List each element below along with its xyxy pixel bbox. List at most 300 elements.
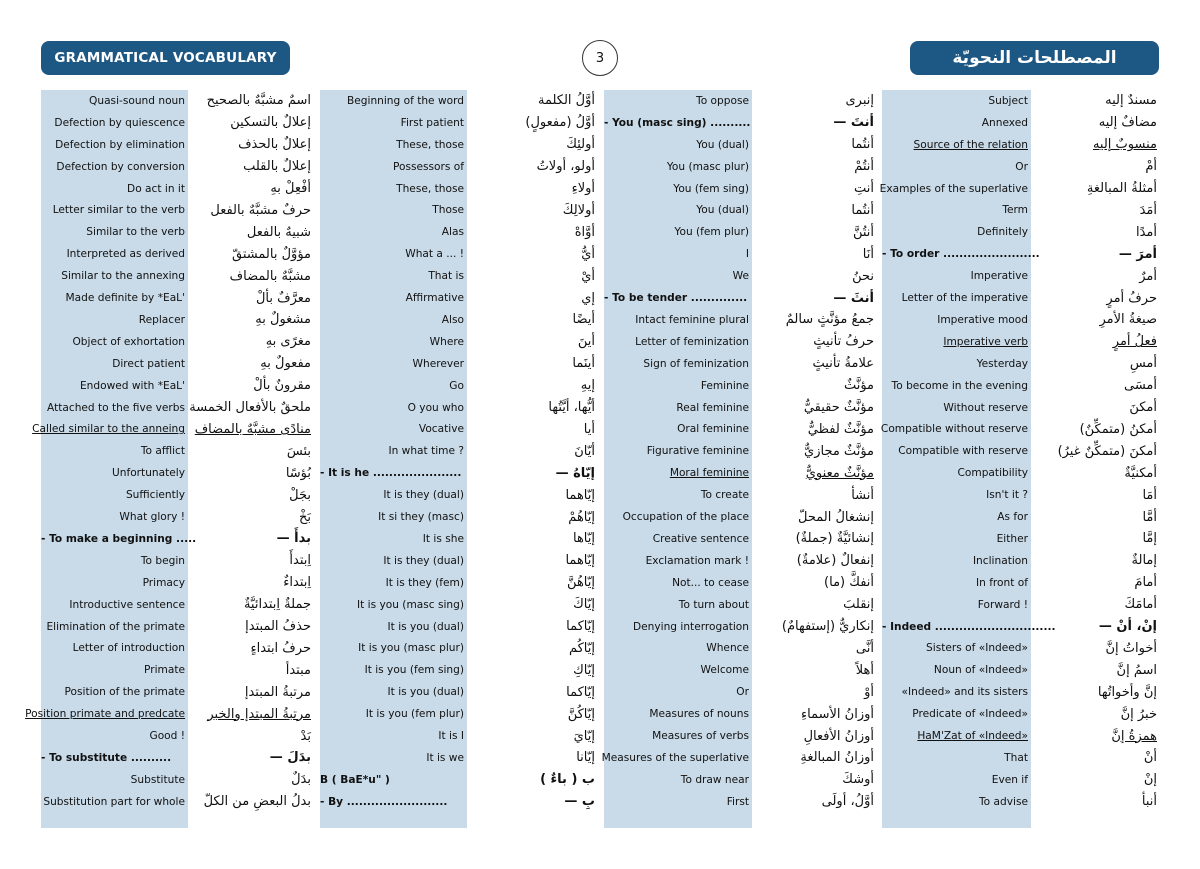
- arabic-term: أيُّها، أيَّتُها: [548, 400, 595, 416]
- vocab-row: [320, 616, 595, 638]
- english-term: Replacer: [138, 313, 185, 326]
- vocab-row: [41, 200, 311, 222]
- section-heading-row: [882, 616, 1157, 638]
- vocab-row: [882, 769, 1157, 791]
- vocab-row: [320, 703, 595, 725]
- arabic-term: إمَّا: [1142, 531, 1157, 547]
- arabic-term: مؤنَّثٌ حقيقيٌّ: [803, 400, 874, 416]
- arabic-term: أنْ: [1143, 750, 1157, 766]
- arabic-term: إنَّ وأخواتُها: [1097, 684, 1157, 700]
- arabic-term: أمثلةُ المبالغةِ: [1086, 181, 1157, 197]
- vocab-row: [882, 550, 1157, 572]
- arabic-term: شبيهٌ بالفعل: [246, 224, 311, 240]
- english-term: Source of the relation: [913, 138, 1028, 151]
- english-term: To advise: [979, 795, 1028, 808]
- arabic-term: أنتُنَّ: [852, 224, 874, 240]
- vocab-row: [320, 112, 595, 134]
- vocab-row: [320, 484, 595, 506]
- english-term: Exclamation mark !: [645, 554, 749, 567]
- arabic-term: إنبرى: [845, 93, 874, 109]
- english-term: Defection by quiescence: [54, 116, 185, 129]
- vocab-row: [41, 178, 311, 200]
- arabic-term: أوزانُ الأفعالِ: [803, 728, 874, 744]
- vocab-row: [882, 156, 1157, 178]
- arabic-term: أفْعِلْ بهِ: [270, 181, 311, 197]
- english-term: It is they (fem): [385, 576, 464, 589]
- arabic-term: أينَما: [572, 356, 595, 372]
- arabic-term: مسندٌ إليه: [1105, 93, 1157, 109]
- vocab-row: [882, 681, 1157, 703]
- vocab-row: [41, 265, 311, 287]
- english-term: What glory !: [119, 511, 185, 524]
- english-term: To turn about: [678, 598, 749, 611]
- vocab-row: [41, 112, 311, 134]
- english-term: Also: [441, 313, 464, 326]
- vocab-row: [604, 484, 874, 506]
- vocab-row: [41, 506, 311, 528]
- english-term: Endowed with *EaL': [79, 379, 185, 392]
- english-term: You (dual): [696, 138, 749, 151]
- vocab-row: [41, 791, 311, 813]
- arabic-term: أوزانُ الأسماءِ: [801, 706, 874, 722]
- vocab-row: [604, 156, 874, 178]
- english-term: Occupation of the place: [622, 511, 749, 524]
- english-term: - By .........................: [320, 795, 448, 808]
- arabic-term: إيّانا: [576, 750, 595, 766]
- english-term: That is: [428, 270, 464, 283]
- vocab-row: [41, 725, 311, 747]
- vocab-row: [604, 703, 874, 725]
- english-term: B ( BaE*u" ): [320, 773, 390, 786]
- arabic-term: أمرَ —: [1118, 246, 1157, 262]
- english-term: - Indeed ..............................: [882, 620, 1056, 633]
- english-term: - To order ........................: [882, 248, 1040, 261]
- arabic-term: أهلاً: [855, 662, 874, 678]
- english-term: O you who: [407, 401, 464, 414]
- arabic-term: إيّاكما: [566, 619, 595, 635]
- english-term: It is you (dual): [387, 686, 464, 699]
- english-term: Either: [996, 532, 1028, 545]
- english-term: Real feminine: [676, 401, 749, 414]
- vocab-row: [882, 375, 1157, 397]
- vocab-row: [320, 309, 595, 331]
- vocab-row: [320, 265, 595, 287]
- arabic-term: إنقلبَ: [843, 597, 874, 613]
- arabic-term: أمَّا: [1142, 509, 1157, 525]
- arabic-term: أنتُمْ: [854, 159, 874, 175]
- english-term: Yesterday: [976, 357, 1028, 370]
- vocab-row: [604, 375, 874, 397]
- vocab-row: [320, 725, 595, 747]
- english-term: Annexed: [981, 116, 1028, 129]
- arabic-term: مؤوَّلٌ بالمشتقّ: [232, 246, 311, 262]
- arabic-term: حذفُ المبتدإ: [245, 619, 311, 635]
- vocab-row: [41, 550, 311, 572]
- english-term: Sign of feminization: [643, 357, 749, 370]
- english-term: These, those: [396, 138, 464, 151]
- arabic-term: إيّاكَ: [573, 597, 595, 613]
- vocab-row: [879, 178, 1157, 200]
- vocab-row: [320, 90, 595, 112]
- english-term: That: [1004, 751, 1028, 764]
- arabic-term: منادًى مشبَّهٌ بالمضاف: [194, 421, 311, 437]
- arabic-term: إيّاهُنَّ: [567, 575, 595, 591]
- vocab-row: [320, 419, 595, 441]
- vocab-row: [882, 528, 1157, 550]
- english-term: To create: [700, 489, 749, 502]
- arabic-term: أمكنيَّةٌ: [1124, 465, 1157, 481]
- vocab-row: [604, 594, 874, 616]
- vocab-row: [604, 178, 874, 200]
- arabic-term: ب ( باءٌ ): [540, 772, 595, 788]
- arabic-term: أمكنَ (متمكِّنٌ غيرُ): [1057, 443, 1157, 459]
- vocab-row: [320, 221, 595, 243]
- arabic-term: مغرًى بهِ: [265, 334, 311, 350]
- section-heading-row: [604, 112, 874, 134]
- english-term: Measures of verbs: [652, 730, 749, 743]
- vocab-row: [882, 353, 1157, 375]
- arabic-term: إيّاهُ —: [555, 465, 595, 481]
- vocab-row: [882, 287, 1157, 309]
- vocab-row: [882, 419, 1157, 441]
- vocab-row: [604, 462, 874, 484]
- english-term: First: [726, 795, 749, 808]
- arabic-term: أوشكَ: [842, 772, 874, 788]
- arabic-term: مقرونٌ بألْ: [253, 378, 311, 394]
- english-term: Imperative verb: [943, 335, 1028, 348]
- vocab-row: [604, 616, 874, 638]
- arabic-term: أمَدَ: [1139, 202, 1157, 218]
- arabic-term: إيّاكُنَّ: [567, 706, 595, 722]
- vocab-row: [604, 638, 874, 660]
- vocab-row: [604, 397, 874, 419]
- english-term: Even if: [991, 773, 1028, 786]
- english-term: Without reserve: [943, 401, 1028, 414]
- english-term: «Indeed» and its sisters: [901, 686, 1028, 699]
- vocab-row: [41, 769, 311, 791]
- vocab-row: [320, 243, 595, 265]
- arabic-term: خبرُ إنَّ: [1120, 706, 1157, 722]
- arabic-term: إعلالٌ بالتسكين: [230, 115, 311, 131]
- arabic-term: أمرٌ: [1139, 268, 1157, 284]
- arabic-term: بدَلٌ: [291, 772, 311, 788]
- vocab-column-1: [25, 90, 311, 828]
- arabic-term: إيّاكما: [566, 684, 595, 700]
- arabic-term: أينَ: [577, 334, 595, 350]
- english-term: Do act in it: [127, 182, 185, 195]
- arabic-term: حرفُ ابتداءٍ: [250, 640, 311, 656]
- english-term: Creative sentence: [652, 532, 749, 545]
- vocab-row: [320, 397, 595, 419]
- english-term: Compatibility: [957, 467, 1028, 480]
- arabic-term: أوَّلُ (مفعولٍ): [525, 115, 595, 131]
- english-term: It is they (dual): [383, 489, 464, 502]
- arabic-term: أيا: [583, 421, 595, 437]
- vocab-column-3: [601, 90, 874, 828]
- arabic-term: مؤنَّثٌ معنويٌّ: [805, 465, 874, 481]
- english-term: Similar to the annexing: [61, 270, 185, 283]
- arabic-term: أمامَ: [1134, 575, 1157, 591]
- english-term: - To be tender ..............: [604, 292, 748, 305]
- arabic-term: أوَّلُ، أولَى: [821, 794, 874, 810]
- arabic-term: جمعُ مؤنَّثٍ سالمٌ: [785, 312, 874, 328]
- english-term: Where: [429, 335, 464, 348]
- english-term: Primacy: [142, 576, 185, 589]
- vocab-row: [882, 440, 1157, 462]
- vocab-row: [25, 703, 311, 725]
- arabic-term: اسمٌ مشبَّهٌ بالصحيح: [206, 93, 311, 109]
- section-heading-row: [41, 747, 311, 769]
- english-term: Good !: [149, 730, 185, 743]
- vocab-row: [41, 90, 311, 112]
- vocab-row: [604, 506, 874, 528]
- vocab-row: [882, 221, 1157, 243]
- english-term: It si they (masc): [378, 511, 464, 524]
- english-term: Interpreted as derived: [66, 248, 185, 261]
- arabic-term: أيْ: [581, 268, 595, 284]
- english-term: Those: [432, 204, 464, 217]
- arabic-term: بجَلْ: [289, 487, 311, 503]
- english-term: Substitution part for whole: [43, 795, 185, 808]
- vocab-row: [41, 572, 311, 594]
- english-term: Direct patient: [112, 357, 185, 370]
- vocab-row: [604, 200, 874, 222]
- english-term: Compatible without reserve: [880, 423, 1028, 436]
- english-term: Forward !: [977, 598, 1028, 611]
- vocab-row: [604, 90, 874, 112]
- vocab-row: [41, 484, 311, 506]
- english-term: Oral feminine: [677, 423, 749, 436]
- vocab-row: [320, 178, 595, 200]
- english-term: Definitely: [977, 226, 1028, 239]
- arabic-term: إي: [581, 290, 595, 306]
- english-term: It is you (fem sing): [364, 664, 464, 677]
- vocab-row: [604, 725, 874, 747]
- arabic-term: أنتُما: [851, 137, 874, 153]
- arabic-term: أنتِ: [854, 181, 874, 197]
- english-term: Noun of «Indeed»: [933, 664, 1028, 677]
- arabic-term: إيّاهُمْ: [568, 509, 595, 525]
- arabic-term: إعلالٌ بالحذف: [238, 137, 311, 153]
- vocab-row: [41, 397, 311, 419]
- english-term: Elimination of the primate: [46, 620, 185, 633]
- english-term: Figurative feminine: [646, 445, 749, 458]
- english-term: First patient: [400, 116, 464, 129]
- arabic-term: إيّاكِ: [573, 662, 595, 678]
- english-term: - It is he ......................: [320, 467, 462, 480]
- vocab-row: [882, 309, 1157, 331]
- english-term: Unfortunately: [112, 467, 185, 480]
- arabic-term: إيّاكُم: [568, 640, 595, 656]
- vocab-row: [320, 375, 595, 397]
- vocab-row: [604, 265, 874, 287]
- arabic-term: أيضًا: [572, 312, 595, 328]
- vocab-row: [882, 572, 1157, 594]
- english-term: Alas: [441, 226, 464, 239]
- arabic-term: أمسِ: [1129, 356, 1157, 372]
- arabic-term: أمكنُ (متمكِّنٌ): [1079, 421, 1157, 437]
- vocab-row: [882, 594, 1157, 616]
- arabic-term: إيّايَ: [573, 728, 595, 744]
- english-term: - You (masc sing) ..........: [604, 116, 751, 129]
- english-term: Defection by conversion: [56, 160, 185, 173]
- arabic-term: بُؤسًا: [285, 465, 311, 481]
- arabic-term: حرفُ أمرٍ: [1106, 290, 1157, 306]
- vocab-row: [41, 638, 311, 660]
- english-term: What a ... !: [405, 248, 464, 261]
- english-term: Letter of the imperative: [901, 292, 1028, 305]
- english-term: Position of the primate: [64, 686, 185, 699]
- english-term: It is we: [426, 751, 464, 764]
- arabic-term: إيّاهما: [565, 487, 595, 503]
- vocab-row: [882, 638, 1157, 660]
- page-number: 3: [582, 40, 618, 76]
- english-term: Feminine: [700, 379, 749, 392]
- vocab-row: [882, 90, 1157, 112]
- section-heading-row: [882, 243, 1157, 265]
- arabic-term: فعلُ أمرٍ: [1112, 334, 1157, 350]
- arabic-term: مؤنَّثٌ: [843, 378, 874, 394]
- vocab-row: [604, 243, 874, 265]
- vocab-row: [882, 265, 1157, 287]
- vocab-row: [882, 703, 1157, 725]
- english-term: Moral feminine: [669, 467, 749, 480]
- vocab-row: [41, 243, 311, 265]
- arabic-term: أوَّاهْ: [574, 224, 595, 240]
- vocab-row: [604, 791, 874, 813]
- arabic-term: مضافٌ إليه: [1098, 115, 1157, 131]
- arabic-term: أولالِكَ: [562, 202, 595, 218]
- arabic-term: همزةُ إنَّ: [1111, 728, 1157, 744]
- vocab-row: [882, 484, 1157, 506]
- english-term: Sisters of «Indeed»: [926, 642, 1028, 655]
- arabic-term: مؤنَّثٌ مجازيٌّ: [804, 443, 874, 459]
- vocab-row: [601, 747, 874, 769]
- english-term: Defection by elimination: [55, 138, 185, 151]
- arabic-term: أولئِكَ: [566, 137, 595, 153]
- vocab-row: [320, 528, 595, 550]
- english-term: Attached to the five verbs: [47, 401, 185, 414]
- arabic-term: بدَلَ —: [269, 750, 311, 766]
- english-term: Substitute: [130, 773, 185, 786]
- vocab-row: [604, 681, 874, 703]
- arabic-term: أمكنَ: [1129, 400, 1157, 416]
- vocab-row: [320, 331, 595, 353]
- arabic-term: أنَا: [862, 246, 874, 262]
- vocab-row: [320, 638, 595, 660]
- arabic-term: اِبتدأَ: [289, 553, 311, 569]
- vocab-row: [604, 769, 874, 791]
- english-term: It is you (masc sing): [357, 598, 464, 611]
- section-heading-row: [320, 791, 595, 813]
- vocab-row: [320, 681, 595, 703]
- arabic-term: أوْ: [864, 684, 874, 700]
- english-term: You (fem plur): [674, 226, 749, 239]
- vocab-row: [41, 287, 311, 309]
- vocab-row: [882, 112, 1157, 134]
- arabic-term: إنْ، أنْ —: [1098, 619, 1157, 635]
- arabic-term: بدلُ البعضِ من الكلّ: [203, 794, 311, 810]
- arabic-term: حرفُ تأنيثٍ: [813, 334, 874, 350]
- vocab-row: [41, 594, 311, 616]
- vocab-row: [320, 353, 595, 375]
- arabic-term: أوزانُ المبالغةِ: [800, 750, 874, 766]
- arabic-term: بَخْ: [298, 509, 311, 525]
- vocab-row: [41, 221, 311, 243]
- arabic-term: أخواتُ إنَّ: [1105, 640, 1157, 656]
- vocab-row: [320, 156, 595, 178]
- arabic-term: إيهِ: [580, 378, 595, 394]
- vocab-row: [604, 353, 874, 375]
- vocab-row: [882, 331, 1157, 353]
- english-term: Examples of the superlative: [879, 182, 1028, 195]
- english-term: Inclination: [972, 554, 1028, 567]
- english-term: Measures of the superlative: [601, 751, 749, 764]
- vocab-row: [604, 550, 874, 572]
- english-term: Object of exhortation: [72, 335, 185, 348]
- arabic-term: إنشائيَّةٌ (جملةٌ): [795, 531, 874, 547]
- english-term: Made definite by *EaL': [65, 292, 185, 305]
- arabic-term: بِ —: [564, 794, 595, 810]
- arabic-term: أيّانَ: [574, 443, 595, 459]
- vocab-row: [320, 747, 595, 769]
- arabic-term: اسمُ إنَّ: [1116, 662, 1157, 678]
- vocab-row: [32, 419, 311, 441]
- vocab-row: [320, 506, 595, 528]
- arabic-term: مشغولٌ بهِ: [255, 312, 311, 328]
- english-term: It is you (fem plur): [365, 708, 464, 721]
- vocab-row: [882, 659, 1157, 681]
- english-term: Primate: [144, 664, 185, 677]
- english-term: It is you (masc plur): [358, 642, 464, 655]
- arabic-term: إنشغالُ المحلّ: [798, 509, 874, 525]
- section-heading-row: [320, 462, 595, 484]
- vocab-row: [882, 506, 1157, 528]
- english-term: Vocative: [418, 423, 464, 436]
- vocab-row: [604, 659, 874, 681]
- english-term: Introductive sentence: [69, 598, 185, 611]
- arabic-term: أولاءِ: [571, 181, 595, 197]
- vocab-row: [882, 462, 1157, 484]
- vocab-row: [320, 550, 595, 572]
- english-term: Welcome: [700, 664, 749, 677]
- vocab-row: [320, 440, 595, 462]
- english-term: Similar to the verb: [86, 226, 185, 239]
- vocab-row: [604, 221, 874, 243]
- arabic-term: مرتبةُ المبتدإ والخبر: [207, 706, 311, 722]
- english-term: Wherever: [412, 357, 464, 370]
- arabic-term: إمالةٌ: [1131, 553, 1157, 569]
- english-term: Term: [1002, 204, 1028, 217]
- english-term: Isn't it ?: [986, 489, 1028, 502]
- english-term: - To make a beginning .....: [41, 532, 197, 545]
- arabic-term: أولو، أولاتُ: [536, 159, 595, 175]
- english-term: Imperative mood: [937, 313, 1028, 326]
- arabic-term: معرَّفٌ بألْ: [255, 290, 311, 306]
- arabic-term: مشبَّهٌ بالمضاف: [229, 268, 311, 284]
- arabic-term: بئسَ: [286, 443, 311, 459]
- section-heading-row: [320, 769, 595, 791]
- english-term: Subject: [988, 94, 1028, 107]
- vocab-row: [320, 572, 595, 594]
- english-term: These, those: [396, 182, 464, 195]
- english-term: I: [745, 248, 749, 261]
- english-term: Called similar to the anneing: [32, 423, 185, 436]
- arabic-term: مؤنَّثٌ لفظيٌّ: [807, 421, 874, 437]
- vocab-row: [41, 134, 311, 156]
- arabic-term: حرفٌ مشبَّهٌ بالفعل: [210, 202, 311, 218]
- english-term: It is she: [422, 532, 464, 545]
